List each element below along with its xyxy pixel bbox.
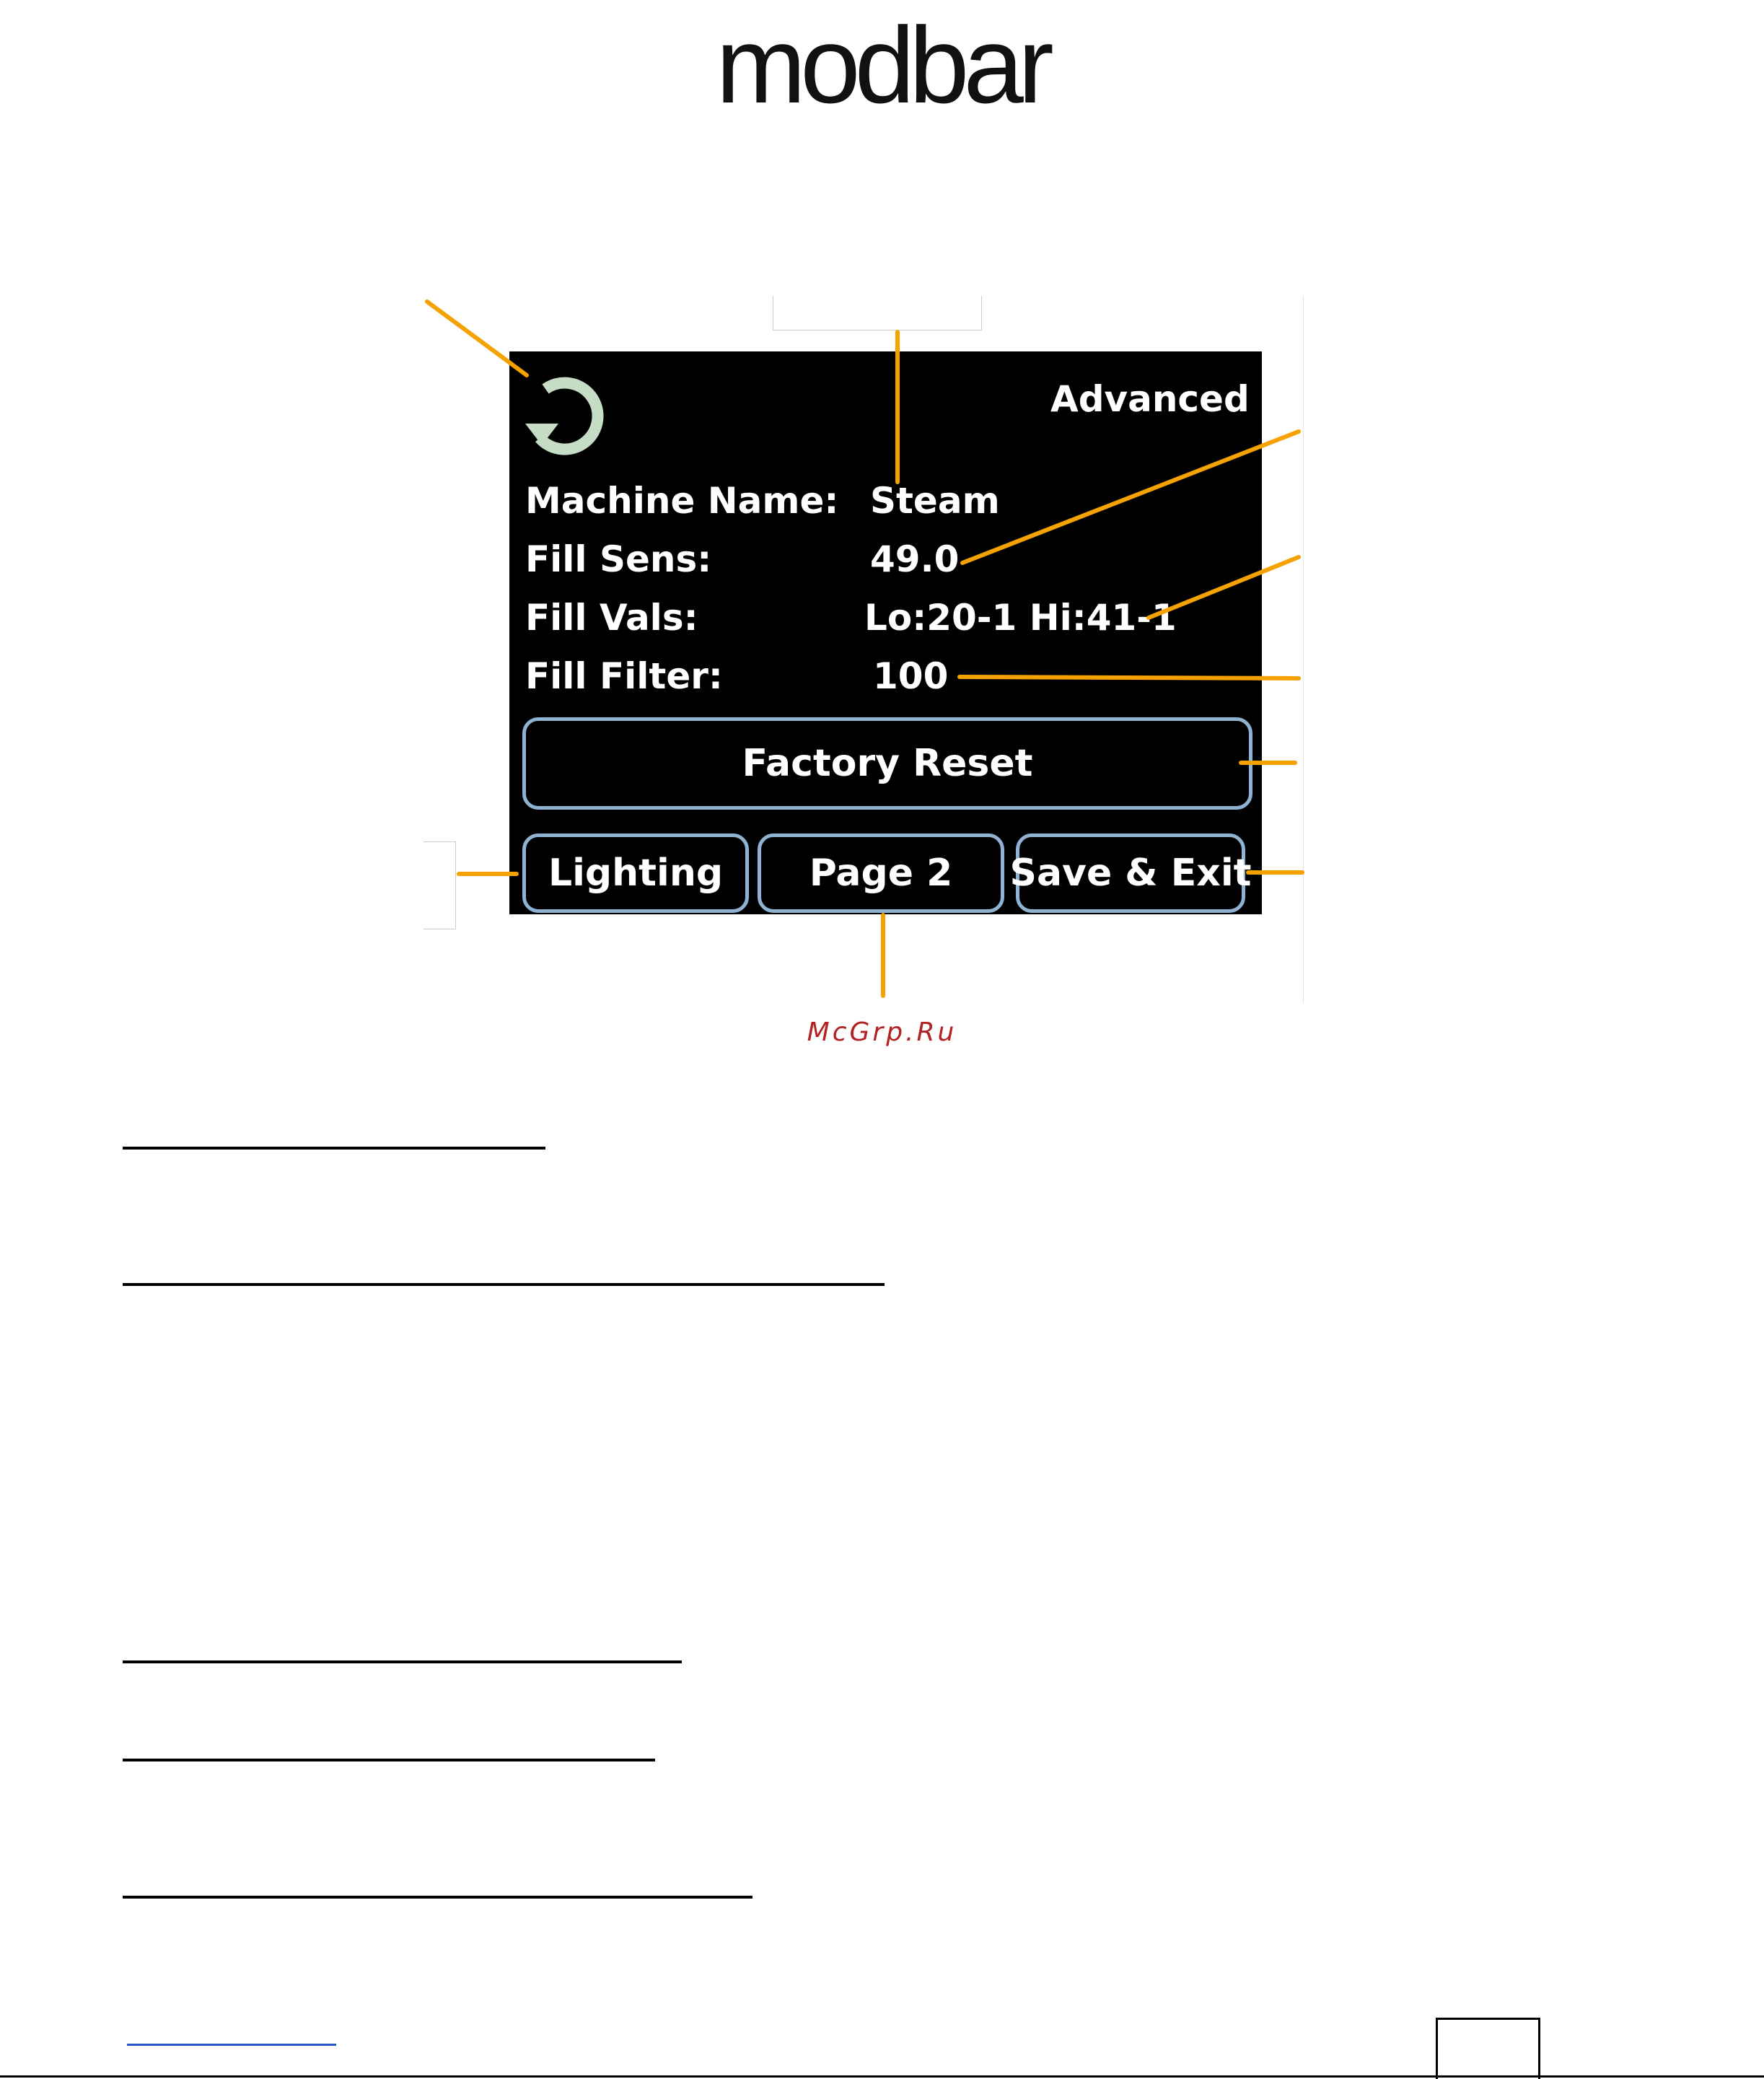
heading-underline-4 <box>123 1759 655 1761</box>
fill-filter-value[interactable]: 100 <box>873 655 949 697</box>
heading-underline-5 <box>123 1896 752 1899</box>
footer-link-underline[interactable] <box>127 2044 336 2046</box>
fill-vals-value[interactable]: Lo:20-1 Hi:41-1 <box>864 597 1177 639</box>
fill-vals-label: Fill Vals: <box>525 597 698 639</box>
advanced-label: Advanced <box>1050 378 1250 420</box>
fill-filter-label: Fill Filter: <box>525 655 723 697</box>
lighting-button[interactable]: Lighting <box>522 833 749 913</box>
machine-name-value[interactable]: Steam <box>870 480 1000 522</box>
save-exit-button[interactable]: Save & Exit <box>1016 833 1245 913</box>
factory-reset-button[interactable]: Factory Reset <box>522 717 1252 810</box>
heading-underline-1 <box>123 1147 545 1150</box>
modbar-logo: modbar <box>716 4 1048 126</box>
fill-sens-value[interactable]: 49.0 <box>870 538 960 580</box>
page-2-button[interactable]: Page 2 <box>758 833 1004 913</box>
watermark: McGrp.Ru <box>807 1017 957 1047</box>
page-number-box <box>1436 2018 1540 2079</box>
footer-rule <box>0 2075 1764 2078</box>
heading-underline-2 <box>123 1283 885 1286</box>
fill-sens-label: Fill Sens: <box>525 538 712 580</box>
machine-name-label: Machine Name: <box>525 480 839 522</box>
heading-underline-3 <box>123 1660 682 1663</box>
